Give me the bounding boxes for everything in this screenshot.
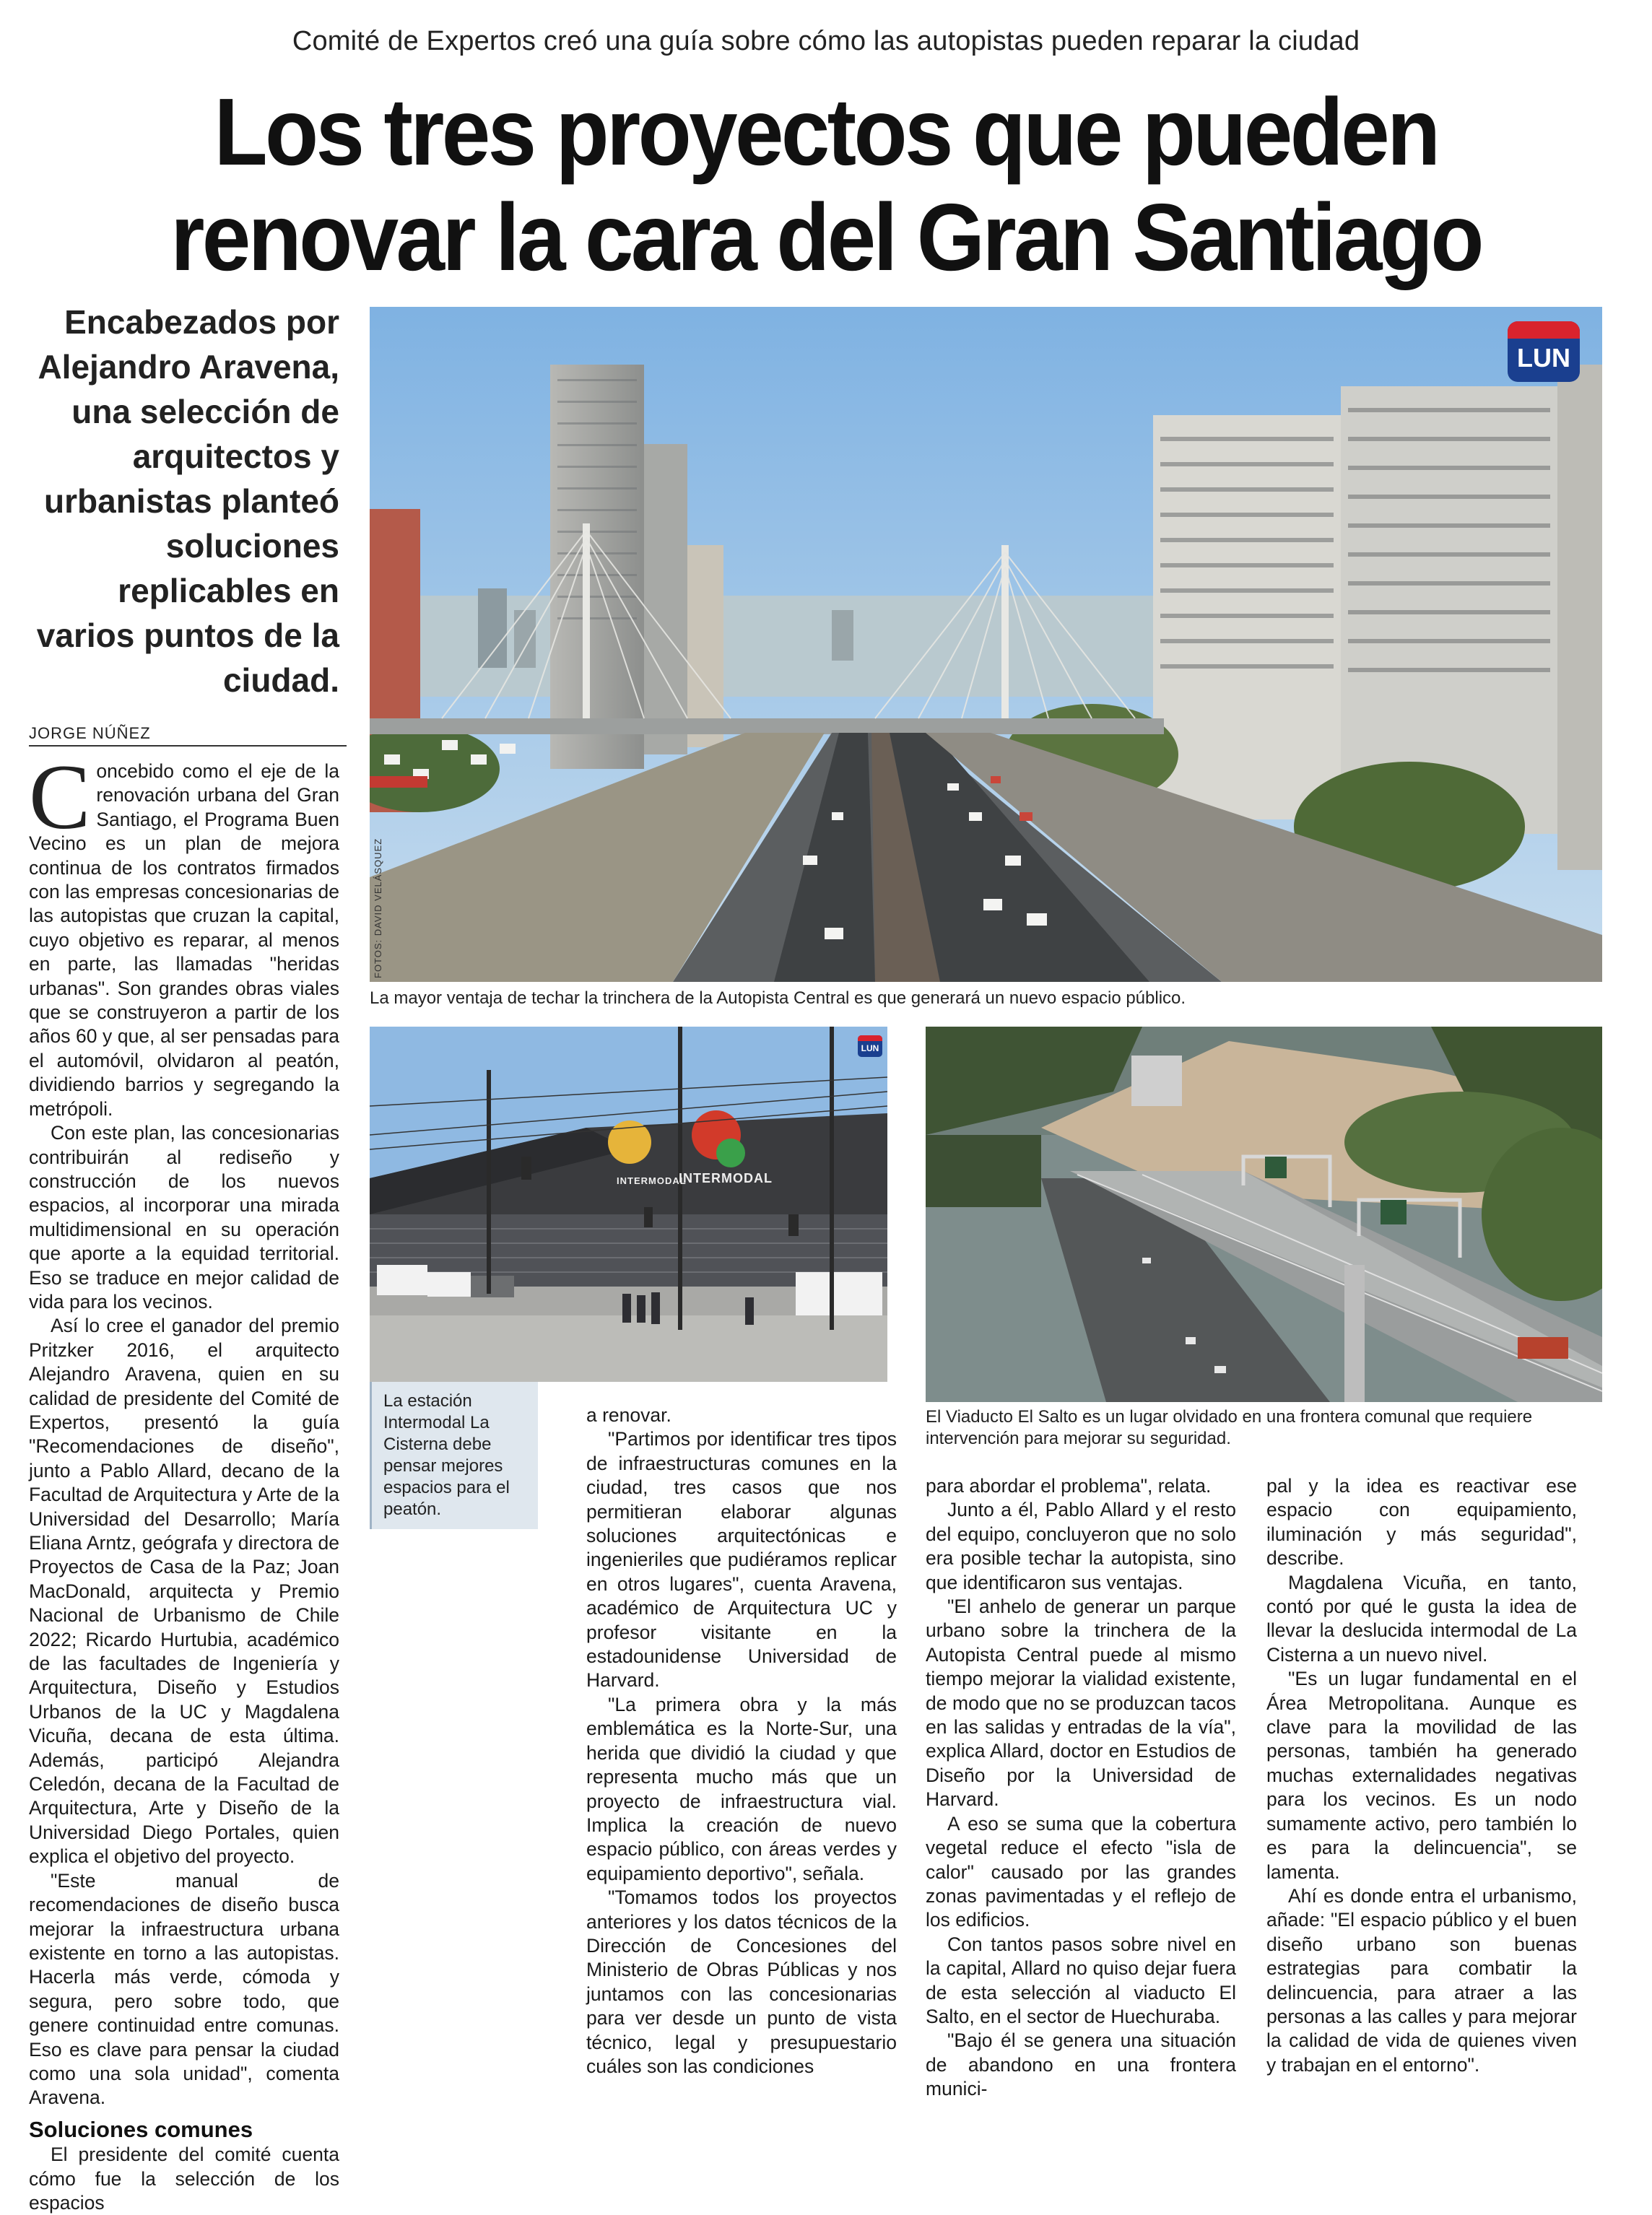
headline-line-2: renovar la cara del Gran Santiago: [170, 184, 1482, 290]
photo-credit: FOTOS: DAVID VELÁSQUEZ: [373, 837, 383, 978]
lun-logo-text: LUN: [1517, 343, 1570, 373]
paragraph-2: Con este plan, las concesionarias contribuirán al rediseño y construcción de los nuevos espacios, al incorporar una mirada multidimensional en su operación que aporte a la equidad territorial. Eso se traduce en mejor calidad de vida para los vecinos.: [29, 1122, 339, 1313]
highway-trench-image: [370, 307, 1602, 982]
intermodal-sign-left: INTERMODAL: [617, 1175, 687, 1186]
byline: JORGE NÚÑEZ: [29, 724, 347, 747]
col3-paragraph-6: "Bajo él se genera una situación de abandono en una frontera munici-: [926, 2029, 1236, 2100]
lun-logo: [1508, 321, 1580, 382]
deck: Encabezados por Alejandro Aravena, una selección de arquitectos y urbanistas planteó soluciones replicables en varios puntos de la ciudad.: [36, 303, 339, 699]
col2-paragraph-1: a renovar.: [586, 1404, 671, 1426]
intermodal-caption: La estación Intermodal La Cisterna debe pensar mejores espacios para el peatón.: [370, 1382, 538, 1529]
col2-paragraph-3: "La primera obra y la más emblemática es la Norte-Sur, una herida que dividió la ciudad y que representa mucho más que un proyecto de infraestructura vial. Implica la creación de nuevo espacio público, con áreas verdes y equipamiento deportivo", señala.: [586, 1693, 897, 1884]
intermodal-photo: [370, 1027, 887, 1382]
col3-paragraph-2: Junto a él, Pablo Allard y el resto del equipo, concluyeron que no solo era posible techar la autopista, sino que identificaron sus ventajas.: [926, 1499, 1236, 1593]
viaducto-caption: El Viaducto El Salto es un lugar olvidado en una frontera comunal que requiere intervención para mejorar su seguridad.: [926, 1407, 1533, 1448]
paragraph-4: "Este manual de recomendaciones de diseño busca mejorar la infraestructura urbana existente en torno a las autopistas. Hacerla más verde, cómoda y segura, pero sobre todo, que genere continuidad entre comunas. Eso es clave para pensar la ciudad como una sola unidad", comenta Aravena.: [29, 1869, 339, 2109]
col4-paragraph-4: Ahí es donde entra el urbanismo, añade: "El espacio público y el buen diseño urbano son buenas estrategias para combatir la delincuencia, para atraer a las personas a las calles y para mejorar la calidad de vida de quienes viven y trabajan en el entorno".: [1266, 1884, 1577, 2076]
col3-paragraph-4: A eso se suma que la cobertura vegetal reduce el efecto "isla de calor" causado por las grandes zonas pavimentadas y el reflejo de los edificios.: [926, 1812, 1236, 1931]
body-column-1: [29, 746, 339, 2215]
col2-paragraph-4: "Tomamos todos los proyectos anteriores y los datos técnicos de la Dirección de Concesiones del Ministerio de Obras Públicas y nos juntamos con las concesionarias para ver desde un punto de vista técnico, legal y presupuestario cuáles son las condiciones: [586, 1887, 897, 2077]
kicker: Comité de Expertos creó una guía sobre cómo las autopistas pueden reparar la ciudad: [292, 26, 1360, 56]
intermodal-sign-right: INTERMODAL: [679, 1171, 773, 1185]
col4-paragraph-3: "Es un lugar fundamental en el Área Metropolitana. Aunque es clave para la movilidad de las personas, también ha generado muchas externalidades negativas para los vecinos. Es un nodo sumamente activo, pero también lo es para la delincuencia", se lamenta.: [1266, 1668, 1577, 1883]
headline: [66, 79, 1586, 290]
subhead: Soluciones comunes: [29, 2116, 253, 2142]
main-photo-caption: La mayor ventaja de techar la trinchera de la Autopista Central es que generará un nuevo espacio público.: [370, 988, 1186, 1008]
lun-logo-small: [858, 1035, 882, 1057]
col2-paragraph-2: "Partimos por identificar tres tipos de infraestructuras comunes en la ciudad, tres casos que nos permitieran elaborar algunas soluciones arquitectónicas e ingenieriles que pudiéramos replicar en otros lugares", cuenta Aravena, académico de Arquitectura UC y profesor visitante en la estadounidense Universidad de Harvard.: [586, 1428, 897, 1692]
body-column-3: [926, 1474, 1236, 2102]
paragraph-1-text: oncebido como el eje de la renovación urbana del Gran Santiago, el Programa Buen Vecino es un plan de mejora continua de los contratos firmados con las empresas concesionarias de las autopistas que cruzan la capital, cuyo objetivo es reparar, al menos en parte, las llamadas "heridas urbanas". Son grandes obras viales que se construyeron a partir de los años 60 y que, al ser pensadas para el automóvil, olvidaron al peatón, dividiendo barrios y segregando la metrópoli.: [29, 760, 339, 1120]
paragraph-5: El presidente del comité cuenta cómo fue la selección de los espacios: [29, 2144, 339, 2214]
main-photo: [370, 307, 1602, 982]
paragraph-1: [29, 746, 339, 1121]
headline-line-1: Los tres proyectos que pueden: [214, 79, 1438, 185]
col4-paragraph-2: Magdalena Vicuña, en tanto, contó por qué le gusta la idea de llevar la deslucida intermodal de La Cisterna a un nuevo nivel.: [1266, 1571, 1577, 1666]
col4-paragraph-1: pal y la idea es reactivar ese espacio con equipamiento, iluminación y más seguridad", describe.: [1266, 1475, 1577, 1570]
col3-paragraph-1: para abordar el problema", relata.: [926, 1475, 1212, 1497]
dropcap: C: [29, 746, 91, 848]
col3-paragraph-5: Con tantos pasos sobre nivel en la capital, Allard no quiso dejar fuera de esta selección al viaducto El Salto, en el sector de Huechuraba.: [926, 1933, 1236, 2027]
paragraph-3: Así lo cree el ganador del premio Pritzker 2016, el arquitecto Alejandro Aravena, quien en su calidad de presidente del Comité de Expertos, presentó la guía "Recomendaciones de diseño", junto a Pablo Allard, decano de la Facultad de Arquitectura y Arte de la Universidad del Desarrollo; María Eliana Arntz, geógrafa y directora de Proyectos de Casa de la Paz; Joan MacDonald, arquitecta y Premio Nacional de Urbanismo de Chile 2022; Ricardo Hurtubia, académico de las facultades de Ingeniería y Arquitectura, Diseño y Estudios Urbanos de la UC y Magdalena Vicuña, decana de esta última. Además, participó Alejandra Celedón, decana de la Facultad de Arquitectura, Arte y Diseño de la Universidad Diego Portales, quien explica el objetivo del proyecto.: [29, 1315, 339, 1868]
lun-logo-small-text: LUN: [861, 1043, 879, 1053]
viaducto-el-salto-image: [926, 1027, 1602, 1402]
viaducto-photo: [926, 1027, 1602, 1402]
body-column-2: [586, 1404, 897, 2079]
col3-paragraph-3: "El anhelo de generar un parque urbano sobre la trinchera de la Autopista Central puede al mismo tiempo mejorar la vialidad existente, de modo que no se produzcan tacos en las salidas y entradas de la vía", explica Allard, doctor en Estudios de Diseño por la Universidad de Harvard.: [926, 1596, 1236, 1811]
intermodal-station-image: [370, 1027, 887, 1382]
body-column-4: [1266, 1474, 1577, 2077]
